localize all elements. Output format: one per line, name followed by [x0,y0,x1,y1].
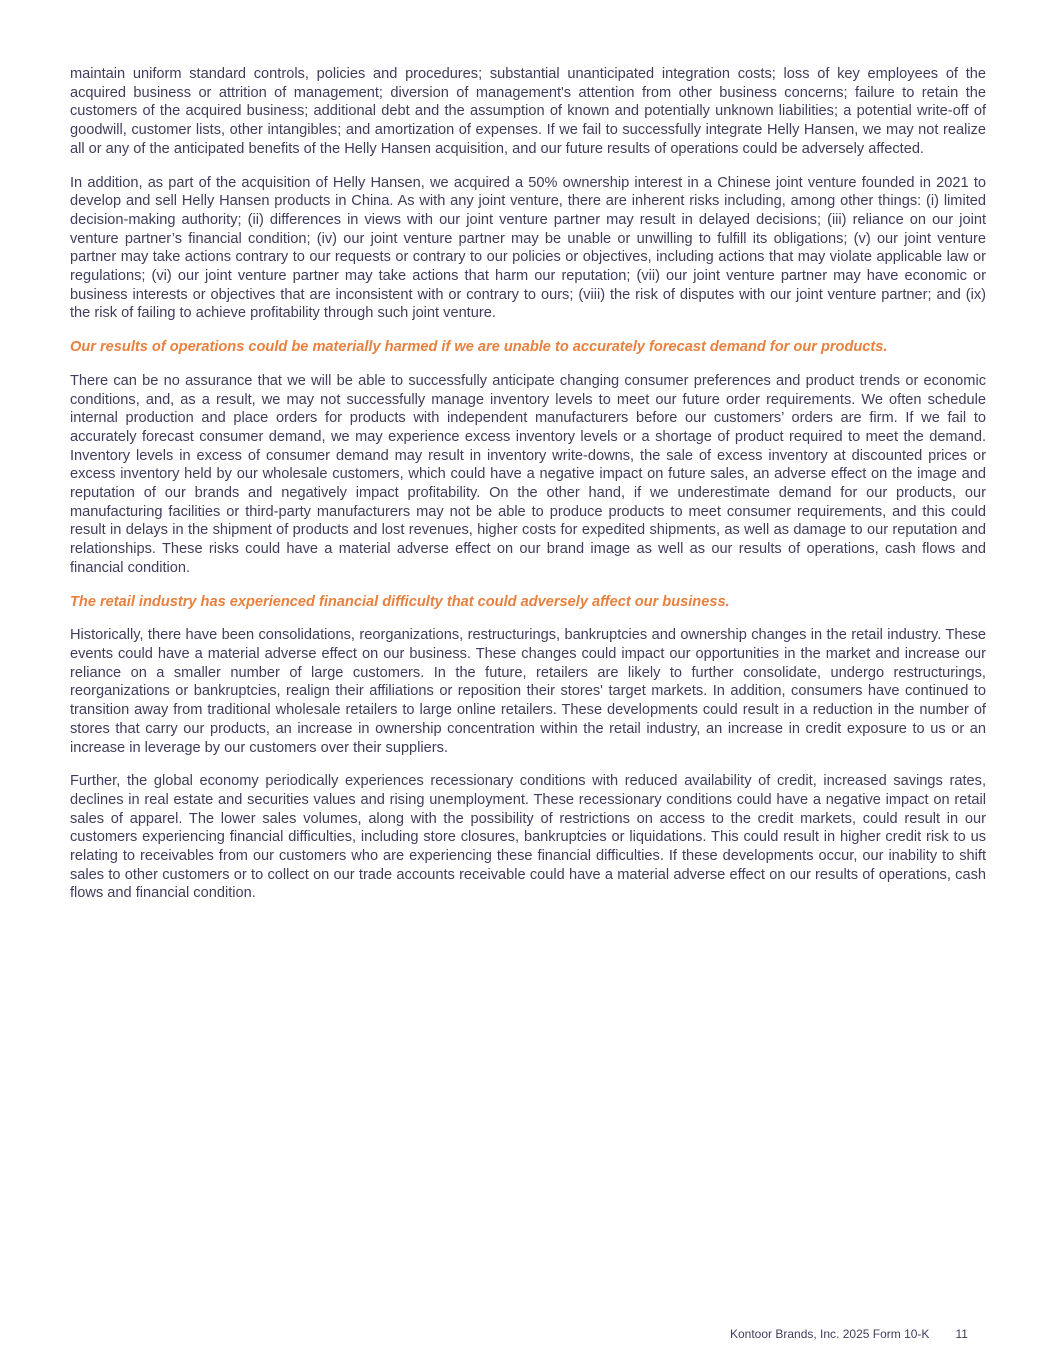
page-footer [730,1327,968,1341]
paragraph-recessionary-conditions: Further, the global economy periodically experiences recessionary conditions with reduced availability of credit, increased savings rates, declines in real estate and securities values and rising unemployment. These recessionary conditions could have a negative impact on retail sales of apparel. The lower sales volumes, along with the possibility of restrictions on access to the credit markets, could result in our customers experiencing financial difficulties, including store closures, bankruptcies or liquidations. This could result in higher credit risk to us relating to receivables from our customers who are experiencing these financial difficulties. If these developments occur, our inability to shift sales to other customers or to collect on our trade accounts receivable could have a material adverse effect on our results of operations, cash flows and financial condition. [70,773,986,902]
paragraph-retail-consolidation: Historically, there have been consolidations, reorganizations, restructurings, bankruptcies and ownership changes in the retail industry. These events could have a material adverse effect on our business. These changes could impact our opportunities in the market and increase our reliance on a smaller number of large customers. In the future, retailers are likely to further consolidate, undergo restructurings, reorganizations or bankruptcies, realign their affiliations or reposition their stores' target markets. In addition, consumers have continued to transition away from traditional wholesale retailers to large online retailers. These developments could result in a reduction in the number of stores that carry our products, an increase in ownership concentration within the retail industry, an increase in credit exposure to us or an increase in leverage by our customers over their suppliers. [70,627,986,756]
risk-heading-retail-industry: The retail industry has experienced financial difficulty that could adversely affect our business. [70,593,730,610]
footer-source: Kontoor Brands, Inc. 2025 Form 10-K [730,1327,930,1341]
page-number: 11 [955,1327,968,1341]
paragraph-joint-venture-risks: In addition, as part of the acquisition of Helly Hansen, we acquired a 50% ownership interest in a Chinese joint venture founded in 2021 to develop and sell Helly Hansen products in China. As with any joint venture, there are inherent risks including, among other things: (i) limited decision-making authority; (ii) differences in views with our joint venture partner may result in delayed decisions; (iii) reliance on our joint venture partner’s financial condition; (iv) our joint venture partner may be unable or unwilling to fulfill its obligations; (v) our joint venture partner may take actions contrary to our requests or contrary to our policies or objectives, including actions that may violate applicable law or regulations; (vi) our joint venture partner may take actions that harm our reputation; (vii) our joint venture partner may have economic or business interests or objectives that are inconsistent with or contrary to ours; (viii) the risk of disputes with our joint venture partner; and (ix) the risk of failing to achieve profitability through such joint venture. [70,174,986,322]
paragraph-integration-risks: maintain uniform standard controls, policies and procedures; substantial unanticipated integration costs; loss of key employees of the acquired business or attrition of management; diversion of management's attention from other business concerns; failure to retain the customers of the acquired business; additional debt and the assumption of known and potentially unknown liabilities; a potential write-off of goodwill, customer lists, other intangibles; and amortization of expenses. If we fail to successfully integrate Helly Hansen, we may not realize all or any of the anticipated benefits of the Helly Hansen acquisition, and our future results of operations could be adversely affected. [70,66,986,157]
paragraph-forecast-demand: There can be no assurance that we will be able to successfully anticipate changing consumer preferences and product trends or economic conditions, and, as a result, we may not successfully manage inventory levels to meet our future order requirements. We often schedule internal production and place orders for products with independent manufacturers before our customers’ orders are firm. If we fail to accurately forecast consumer demand, we may experience excess inventory levels or a shortage of product required to meet the demand. Inventory levels in excess of consumer demand may result in inventory write-downs, the sale of excess inventory at discounted prices or excess inventory held by our wholesale customers, which could have a negative impact on future sales, an adverse effect on the image and reputation of our brands and negatively impact profitability. On the other hand, if we underestimate demand for our products, our manufacturing facilities or third-party manufacturers may not be able to produce products to meet consumer requirements, and this could result in delays in the shipment of products and lost revenues, higher costs for expedited shipments, as well as damage to our reputation and relationships. These risks could have a material adverse effect on our brand image as well as our results of operations, cash flows and financial condition. [70,372,986,576]
risk-heading-forecast-demand: Our results of operations could be materially harmed if we are unable to accurately forecast demand for our products. [70,339,888,356]
document-page [70,65,986,918]
